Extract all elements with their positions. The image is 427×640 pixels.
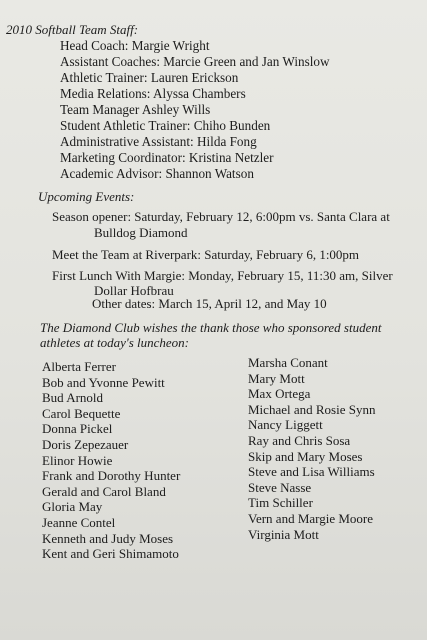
sponsor-name: Frank and Dorothy Hunter xyxy=(42,468,181,484)
sponsor-name: Michael and Rosie Synn xyxy=(248,401,376,417)
staff-item: Assistant Coaches: Marcie Green and Jan Winslow xyxy=(60,54,330,69)
sponsor-name: Steve and Lisa Williams xyxy=(248,464,375,480)
sponsor-name: Mary Mott xyxy=(248,370,305,386)
staff-item: Athletic Trainer: Lauren Erickson xyxy=(60,70,239,85)
sponsor-name: Tim Schiller xyxy=(248,495,313,511)
sponsor-name: Gerald and Carol Bland xyxy=(42,483,166,499)
season-opener-line2: Bulldog Diamond xyxy=(94,225,188,240)
sponsor-name: Jeanne Contel xyxy=(42,514,116,530)
sponsor-name: Alberta Ferrer xyxy=(42,359,116,374)
events-title: Upcoming Events: xyxy=(38,189,135,204)
sponsor-name: Kent and Geri Shimamoto xyxy=(42,546,179,562)
sponsor-name: Virginia Mott xyxy=(248,526,319,542)
lunch-line3: Other dates: March 15, April 12, and May 10 xyxy=(92,296,327,311)
season-opener-line1: Season opener: Saturday, February 12, 6:00pm vs. Santa Clara at xyxy=(52,209,390,224)
staff-item: Administrative Assistant: Hilda Fong xyxy=(60,134,257,149)
lunch-line1: First Lunch With Margie: Monday, February 15, 11:30 am, Silver xyxy=(52,268,393,283)
sponsor-name: Max Ortega xyxy=(248,386,311,402)
diamond-club-line1: The Diamond Club wishes the thank those who sponsored student xyxy=(40,320,382,335)
sponsor-name: Gloria May xyxy=(42,499,103,515)
staff-item: Academic Advisor: Shannon Watson xyxy=(60,166,254,181)
meet-team-event: Meet the Team at Riverpark: Saturday, February 6, 1:00pm xyxy=(52,247,360,262)
sponsor-name: Kenneth and Judy Moses xyxy=(42,530,174,546)
staff-item: Team Manager Ashley Wills xyxy=(60,102,211,117)
staff-item: Student Athletic Trainer: Chiho Bunden xyxy=(60,118,271,133)
diamond-club-line2: athletes at today's luncheon: xyxy=(40,335,189,350)
staff-list xyxy=(60,38,330,182)
lunch-line2: Dollar Hofbrau xyxy=(94,283,174,298)
sponsor-name: Nancy Liggett xyxy=(248,417,323,433)
sponsor-name: Doris Zepezauer xyxy=(42,436,129,452)
sponsor-name: Ray and Chris Sosa xyxy=(248,432,351,448)
sponsor-name: Marsha Conant xyxy=(248,355,328,370)
sponsors-right-column xyxy=(248,355,375,542)
sponsor-name: Steve Nasse xyxy=(248,479,312,495)
sponsor-name: Skip and Mary Moses xyxy=(248,448,363,464)
staff-title: 2010 Softball Team Staff: xyxy=(6,22,139,37)
sponsor-name: Elinor Howie xyxy=(42,452,113,468)
staff-item: Head Coach: Margie Wright xyxy=(60,38,210,53)
sponsor-name: Bob and Yvonne Pewitt xyxy=(42,374,165,390)
staff-item: Marketing Coordinator: Kristina Netzler xyxy=(60,150,274,165)
sponsor-name: Donna Pickel xyxy=(42,421,113,437)
sponsors-left-column xyxy=(42,359,180,562)
sponsor-name: Bud Arnold xyxy=(42,390,104,406)
sponsor-name: Vern and Margie Moore xyxy=(248,510,374,526)
staff-item: Media Relations: Alyssa Chambers xyxy=(60,86,246,101)
sponsor-name: Carol Bequette xyxy=(42,405,121,421)
